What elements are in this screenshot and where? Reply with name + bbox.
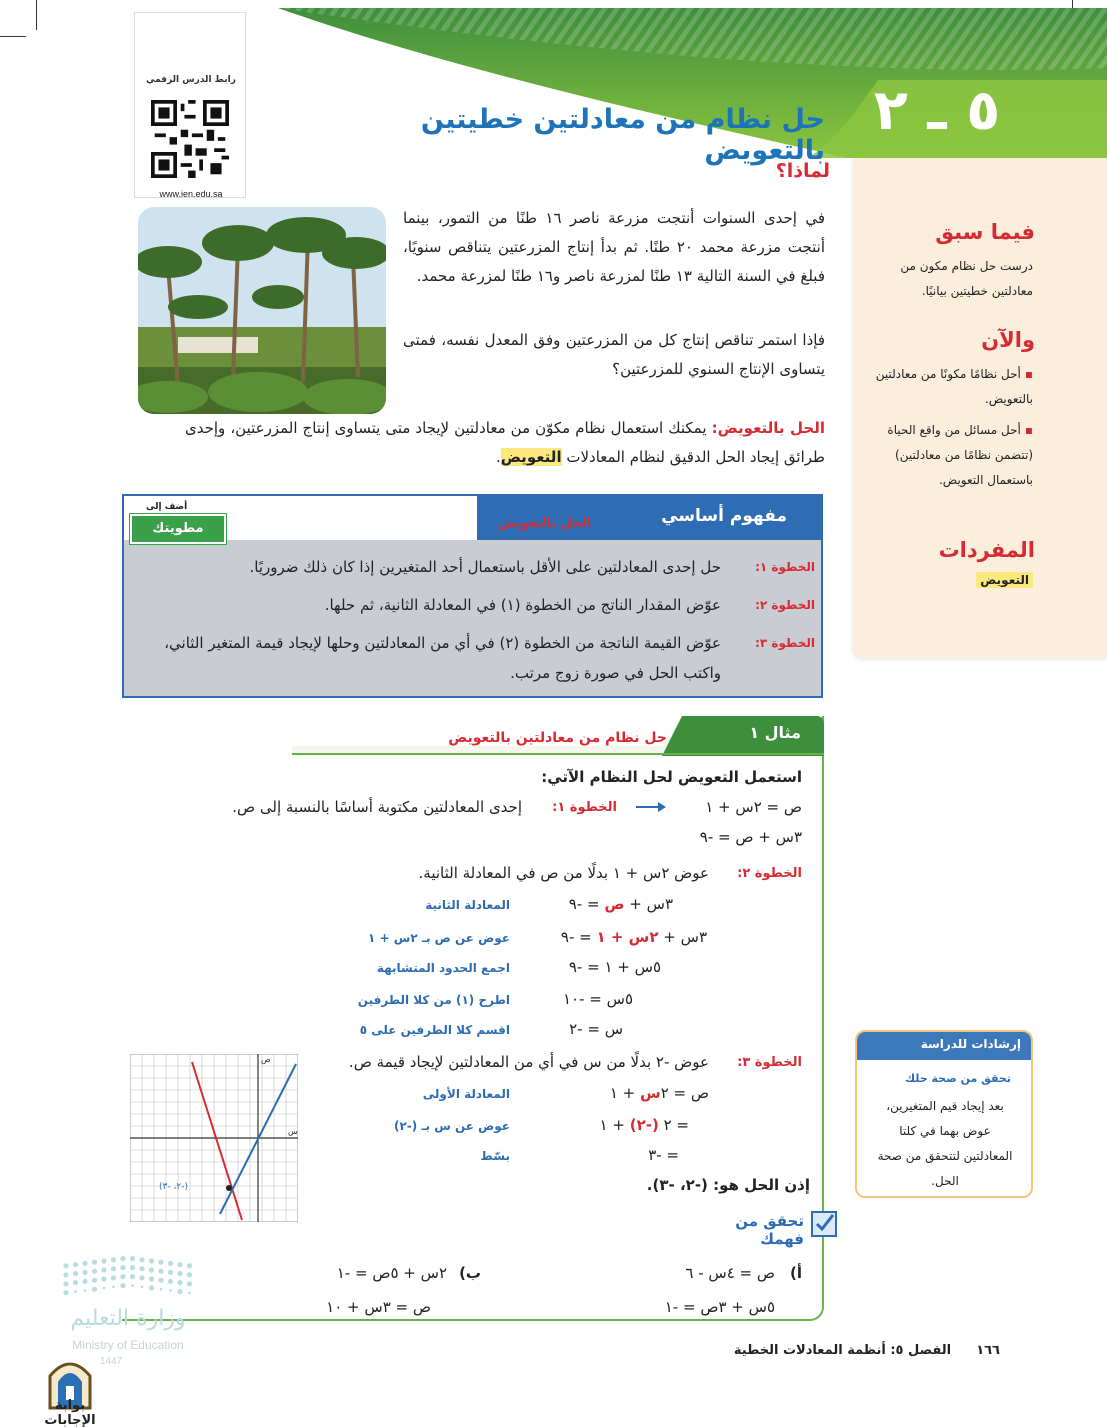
graph-x-axis-label: س xyxy=(288,1127,298,1136)
now-item-text: أحل نظامًا مكونًا من معادلتين بالتعويض. xyxy=(875,367,1033,406)
step2-note: المعادلة الثانية xyxy=(425,898,510,912)
logo-dot xyxy=(160,1288,163,1291)
step2-label: الخطوة ٢: xyxy=(737,866,802,881)
logo-dot xyxy=(92,1287,97,1292)
step1-text: إحدى المعادلتين مكتوبة أساسًا بالنسبة إلى ص. xyxy=(232,798,522,816)
step2-line: ٥س = -١٠ xyxy=(562,990,633,1008)
portal-name: بوابة الإجابات xyxy=(44,1398,96,1427)
key-concept-box xyxy=(122,494,823,698)
logo-dot xyxy=(177,1280,182,1285)
step2-line: ٥س + ١ = -٩ xyxy=(568,958,661,976)
logo-dot xyxy=(168,1279,173,1284)
step2-note: اجمع الحدود المتشابهة xyxy=(376,961,510,975)
step3-label: الخطوة ٣: xyxy=(737,1055,802,1070)
logo-dot xyxy=(177,1262,182,1267)
qr-url[interactable]: www.ien.edu.sa xyxy=(159,189,223,199)
line-pre: ٣س + xyxy=(658,928,707,946)
foldable-add-label: أضف إلى xyxy=(146,502,188,512)
logo-dot xyxy=(111,1275,116,1280)
page-footer xyxy=(700,1343,1000,1358)
vocab-heading: المفردات xyxy=(938,538,1035,562)
why-paragraph-1: في إحدى السنوات أنتجت مزرعة ناصر ١٦ طنًا من التمور، بينما أنتجت مزرعة محمد ٢٠ طنًا. ثم بدأ إنتاج المزرعتين يتناقص سنويًا، فبلغ في السنة التالية ١٣ طنًا لمزرعة ناصر و١٦ طنًا لمزرعة محمد. xyxy=(403,209,825,285)
substitution-end: . xyxy=(495,448,501,466)
vocab-term: التعويض xyxy=(976,572,1033,588)
step3-note: عوض عن س بـ (-٢) xyxy=(393,1119,510,1133)
qr-code-icon[interactable] xyxy=(151,95,229,183)
logo-dot xyxy=(82,1261,87,1266)
logo-dot xyxy=(149,1276,154,1281)
example-solution: إذن الحل هو: (-٢، -٣). xyxy=(646,1176,810,1194)
now-heading: والآن xyxy=(981,328,1035,352)
check-b-label: ب) xyxy=(459,1264,481,1282)
logo-dot xyxy=(187,1263,192,1268)
step2-text: عوض ٢س + ١ بدلًا من ص في المعادلة الثانية. xyxy=(418,864,709,882)
check-a-label: أ) xyxy=(790,1264,802,1282)
line-post: + ١ xyxy=(599,1116,630,1134)
logo-dot xyxy=(103,1287,106,1290)
logo-dot xyxy=(130,1274,135,1279)
why-paragraph-2: فإذا استمر تناقص إنتاج كل من المزرعتين وفق المعدل نفسه، فمتى يتساوى الإنتاج السنوي للمزرعتين؟ xyxy=(403,331,825,378)
logo-dot xyxy=(111,1257,116,1262)
page-number: ١٦٦ xyxy=(976,1343,1000,1358)
logo-dot xyxy=(63,1290,68,1295)
line-post: = -٩ xyxy=(560,928,597,946)
lesson-title: حل نظام من معادلتين خطيتين بالتعويض xyxy=(420,104,825,166)
study-tip-title: تحقق من صحة حلك xyxy=(905,1072,1011,1085)
check-b-eq2: ص = ٣س + ١٠ xyxy=(326,1298,431,1316)
logo-dot xyxy=(139,1266,144,1271)
logo-dot xyxy=(82,1270,87,1275)
substitution-highlight: التعويض xyxy=(500,448,562,466)
logo-dot xyxy=(169,1289,172,1292)
logo-dot xyxy=(168,1261,173,1266)
crop-mark xyxy=(0,36,26,37)
step2-note: اقسم كلا الطرفين على ٥ xyxy=(359,1023,510,1037)
substitution-intro xyxy=(185,414,825,472)
logo-dot xyxy=(149,1285,154,1290)
logo-dot xyxy=(177,1289,182,1294)
chapter-number: الفصل ٥: xyxy=(890,1343,952,1358)
example-label: مثال ١ xyxy=(749,723,801,742)
step2-line: س = -٢ xyxy=(569,1020,623,1038)
crop-mark xyxy=(36,0,37,30)
logo-dot xyxy=(188,1292,191,1295)
why-heading: لماذا؟ xyxy=(775,160,830,182)
line-red: س xyxy=(639,1084,661,1102)
step3-line xyxy=(610,1084,709,1102)
arrow-icon xyxy=(636,800,666,814)
logo-dot xyxy=(158,1278,163,1283)
graph-point-label: (-٢، -٣) xyxy=(159,1182,188,1192)
step-label: الخطوة ١: xyxy=(755,560,815,574)
logo-dot xyxy=(120,1274,125,1279)
line-post: + ١ xyxy=(609,1084,640,1102)
logo-dot xyxy=(130,1256,135,1261)
step-text: حل إحدى المعادلتين على الأقل باستعمال أحد المتغيرين إذا كان ذلك ضروريًا. xyxy=(249,558,721,576)
logo-dot xyxy=(92,1278,97,1283)
logo-dot xyxy=(74,1290,77,1293)
study-tip-box xyxy=(855,1030,1033,1198)
logo-dot xyxy=(101,1258,106,1263)
logo-dot xyxy=(149,1258,154,1263)
example-title: حل نظام من معادلتين بالتعويض xyxy=(448,730,667,746)
concept-name: الحل بالتعويض xyxy=(498,516,591,531)
system-graph xyxy=(130,1054,298,1222)
substitution-label: الحل بالتعويض: xyxy=(711,419,826,437)
logo-dot xyxy=(63,1281,68,1286)
line-pre: ٣س + xyxy=(624,895,673,913)
step1-label: الخطوة ١: xyxy=(552,800,617,815)
logo-dot xyxy=(92,1260,97,1265)
example-prompt: استعمل التعويض لحل النظام الآتي: xyxy=(541,768,802,786)
logo-dot xyxy=(63,1263,68,1268)
logo-dot xyxy=(187,1281,192,1286)
side-panel xyxy=(853,158,1107,658)
logo-dot xyxy=(187,1272,192,1277)
logo-dot xyxy=(131,1284,134,1287)
chapter-title: أنظمة المعادلات الخطية xyxy=(733,1343,886,1358)
logo-dot xyxy=(149,1267,154,1272)
logo-dot xyxy=(73,1262,78,1267)
logo-dot xyxy=(73,1271,78,1276)
prior-text: درست حل نظام مكون من معادلتين خطيتين بيانيًا. xyxy=(900,259,1033,298)
ministry-name-en: Ministry of Education xyxy=(72,1338,184,1352)
step-text: عوّض المقدار الناتج من الخطوة (١) في المعادلة الثانية، ثم حلها. xyxy=(324,596,721,614)
logo-dot xyxy=(84,1289,87,1292)
logo-dot xyxy=(158,1269,163,1274)
palm-farm-photo xyxy=(138,207,386,414)
step2-line xyxy=(569,895,673,913)
example-eq2: ٣س + ص = -٩ xyxy=(699,828,802,846)
study-tip-label: إرشادات للدراسة xyxy=(920,1037,1021,1051)
logo-dot xyxy=(101,1276,106,1281)
check-a-eq2: ٥س + ٣ص = -١ xyxy=(664,1298,775,1316)
lesson-number: ٥ ـ ٢ xyxy=(873,78,1001,143)
logo-dot xyxy=(168,1270,173,1275)
concept-label: مفهوم أساسي xyxy=(661,506,787,526)
logo-dot xyxy=(177,1271,182,1276)
step3-line xyxy=(600,1116,689,1134)
logo-dot xyxy=(63,1272,68,1277)
step2-line xyxy=(561,928,707,946)
check-a-eq1: ص = ٤س - ٦ xyxy=(685,1264,775,1282)
logo-dot xyxy=(111,1266,116,1271)
logo-dot xyxy=(139,1257,144,1262)
line-red: (-٢) xyxy=(629,1116,659,1134)
step3-note: بسّط xyxy=(480,1149,510,1163)
line-red: ٢س + ١ xyxy=(596,928,659,946)
concept-header xyxy=(124,496,821,540)
logo-dot xyxy=(120,1256,125,1261)
graph-y-axis-label: ص xyxy=(261,1055,271,1064)
now-item-text: أحل مسائل من واقع الحياة (تتضمن نظامًا من معادلتين) باستعمال التعويض. xyxy=(887,423,1033,487)
line-pre: = ٢ xyxy=(658,1116,689,1134)
logo-dot xyxy=(120,1265,125,1270)
line-post: = -٩ xyxy=(568,895,605,913)
qr-label: رابط الدرس الرقمي xyxy=(146,75,236,85)
logo-dot xyxy=(139,1275,144,1280)
check-heading: تحقق من فهمك xyxy=(735,1212,804,1248)
checkbox-icon xyxy=(811,1211,837,1237)
line-red: ص xyxy=(604,895,625,913)
step2-note: عوض عن ص بـ ٢س + ١ xyxy=(368,931,510,945)
example-eq1: ص = ٢س + ١ xyxy=(705,798,802,816)
step2-note: اطرح (١) من كلا الطرفين xyxy=(357,993,510,1007)
line-pre: ص = ٢ xyxy=(660,1084,709,1102)
logo-dot xyxy=(92,1269,97,1274)
step3-text: عوض -٢ بدلًا من س في أي من المعادلتين لإيجاد قيمة ص. xyxy=(348,1053,709,1071)
check-b-eq1: ٢س + ٥ص = -١ xyxy=(336,1264,447,1282)
ministry-name-ar: وزارة التعليم xyxy=(70,1306,186,1331)
logo-dot xyxy=(73,1280,78,1285)
prior-heading: فيما سبق xyxy=(935,220,1035,244)
step3-line: = -٣ xyxy=(648,1146,679,1164)
now-item: ▪أحل مسائل من واقع الحياة (تتضمن نظامًا من معادلتين) باستعمال التعويض. xyxy=(887,423,1033,487)
ministry-year: 1447 xyxy=(99,1356,123,1367)
substitution-text: يمكنك استعمال نظام مكوّن من معادلتين لإيجاد متى يتساوى إنتاج المزرعتين، وإحدى طرائق إيجاد الحل الدقيق لنظام المعادلات xyxy=(185,419,825,466)
now-item: ▪أحل نظامًا مكونًا من معادلتين بالتعويض. xyxy=(875,367,1033,406)
logo-dot xyxy=(141,1286,144,1289)
logo-dot xyxy=(101,1267,106,1272)
foldable-button[interactable]: مطويتك xyxy=(130,514,226,544)
step-label: الخطوة ٣: xyxy=(755,636,815,650)
qr-block[interactable] xyxy=(134,12,246,198)
logo-dot xyxy=(82,1279,87,1284)
step-text: عوّض القيمة الناتجة من الخطوة (٢) في أي من المعادلتين وحلها لإيجاد قيمة المتغير الثاني، واكتب الحل في صورة زوج مرتب. xyxy=(164,634,721,682)
logo-dot xyxy=(112,1286,115,1289)
step3-note: المعادلة الأولى xyxy=(422,1087,510,1101)
study-tip-text: بعد إيجاد قيم المتغيرين، عوض بهما في كلتا المعادلتين لتتحقق من صحة الحل. xyxy=(877,1099,1013,1188)
logo-dot xyxy=(158,1260,163,1265)
logo-dot xyxy=(130,1265,135,1270)
logo-dot xyxy=(120,1283,125,1288)
step-label: الخطوة ٢: xyxy=(755,598,815,612)
